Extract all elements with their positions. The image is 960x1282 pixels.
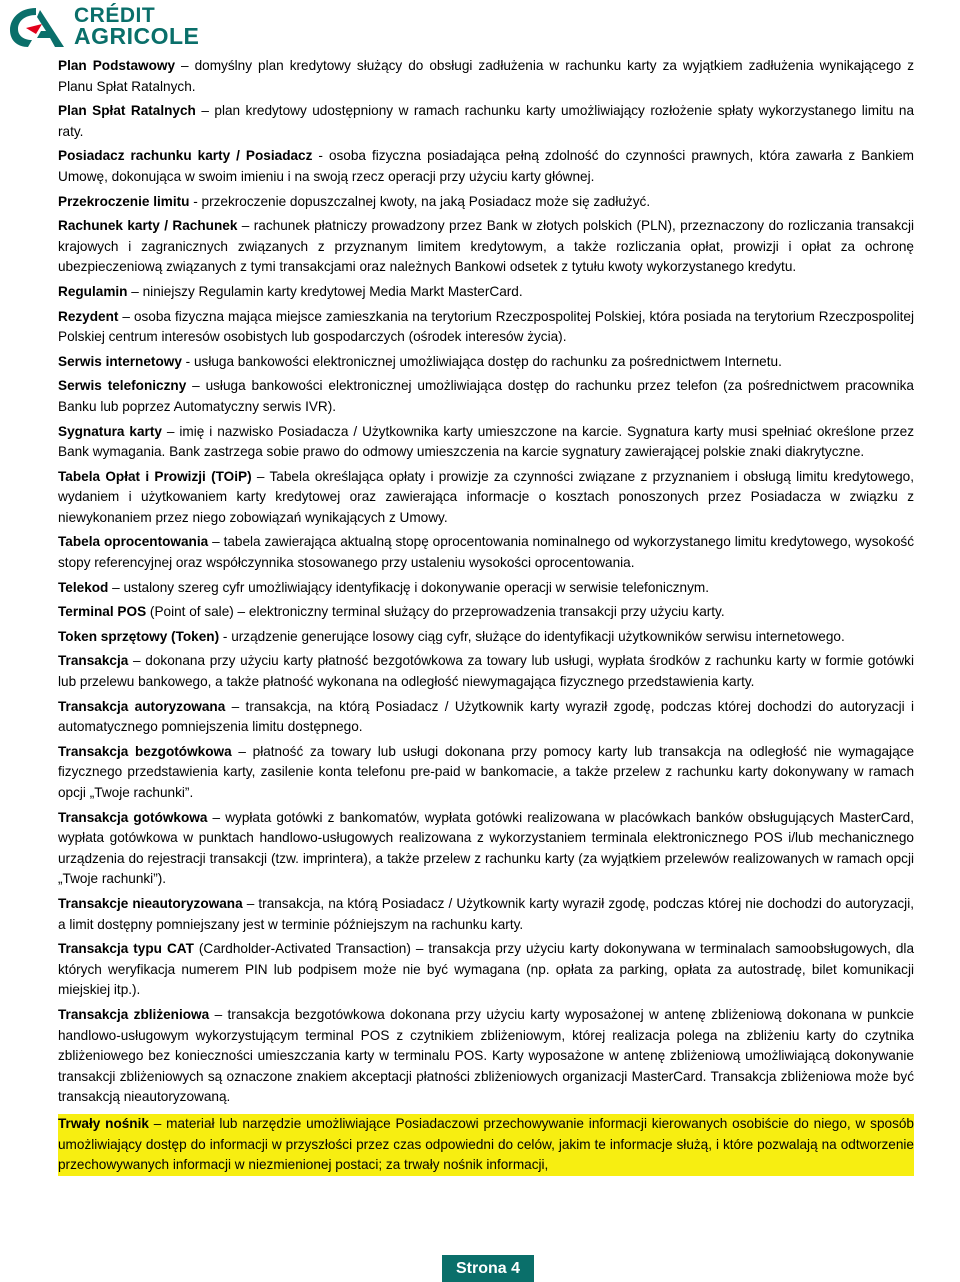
definition-term: Terminal POS <box>58 604 147 620</box>
definition-term: Transakcja autoryzowana <box>58 698 226 714</box>
definition-entry <box>58 422 914 463</box>
definition-text: – domyślny plan kredytowy służący do obsługi zadłużenia w rachunku karty za wyjątkiem zadłużenia wynikającego z Planu Spłat Ratalnych. <box>58 58 914 94</box>
definition-term: Posiadacz rachunku karty / Posiadacz <box>58 148 313 164</box>
definition-text: – plan kredytowy udostępniony w ramach rachunku karty umożliwiający rozłożenie spłaty wykorzystanego limitu na raty. <box>58 103 915 139</box>
definition-term: Transakcja <box>58 653 129 669</box>
definition-text: - usługa bankowości elektronicznej umożliwiająca dostęp do rachunku za pośrednictwem Internetu. <box>181 353 782 369</box>
definition-term: Plan Spłat Ratalnych <box>58 103 196 119</box>
definition-text: (Cardholder-Activated Transaction) – transakcja przy użyciu karty dokonywana w terminalach samoobsługowych, dla których weryfikacja numerem PIN lub podpisem może nie być wymagana (np. opłata za parking, opłata za autostradę, bilet komunikacji miejskiej itp.). <box>58 941 914 998</box>
logo-line-1: CRÉDIT <box>74 4 156 27</box>
definition-entry <box>58 146 914 187</box>
definition-entry <box>58 467 914 529</box>
definition-term: Sygnatura karty <box>58 423 162 439</box>
definition-entry <box>58 101 914 142</box>
definitions-list <box>58 56 914 1180</box>
definition-text: – transakcja, na którą Posiadacz / Użytkownik karty wyraził zgodę, podczas której nie dochodzi do autoryzacji, a limit dostępny pomniejszany jest w terminie późniejszym na rachunku karty. <box>58 895 914 932</box>
definition-text: – Tabela określająca opłaty i prowizje za czynności związane z przyznaniem i obsługą limitu kredytowego, wydaniem i użytkowaniem karty kredytowej oraz zawierająca informacje o kosztach ponoszonych przez Posiadacza w związku z niewykonaniem przez niego zobowiązań wynikających z Umowy. <box>58 468 914 525</box>
definition-term: Transakcja zbliżeniowa <box>58 1006 210 1022</box>
definition-text: – ustalony szereg cyfr umożliwiający identyfikację i dokonywanie operacji w serwisie telefonicznym. <box>108 579 710 595</box>
definition-term: Plan Podstawowy <box>58 58 176 73</box>
definition-term: Transakcje nieautoryzowana <box>58 895 243 911</box>
definition-text: - osoba fizyczna posiadająca pełną zdolność do czynności prawnych, która zawarła z Bankiem Umowę, dokonująca w swoim imieniu i na swoją rzecz operacji przy użyciu karty głównej. <box>58 148 914 184</box>
definition-term: Przekroczenie limitu <box>58 193 190 209</box>
definition-text: – imię i nazwisko Posiadacza / Użytkownika karty umieszczone na karcie. Sygnatura karty musi spełniać określone przez Bank wymagania. Bank zastrzega sobie prawo do odmowy umieszczenia na karcie sygnatury zawierającej polskie znaki diakrytyczne. <box>58 423 915 460</box>
definition-term: Telekod <box>58 579 109 595</box>
definition-entry <box>58 651 914 692</box>
definition-text: – tabela zawierająca aktualną stopę oprocentowania nominalnego od wykorzystanego limitu kredytowego, wysokość stopy referencyjnej oraz współczynnika stosowanego przy ustaleniu wysokości oprocentowania. <box>58 534 914 571</box>
definition-term: Rachunek karty / Rachunek <box>58 218 238 234</box>
definition-text: - przekroczenie dopuszczalnej kwoty, na jaką Posiadacz może się zadłużyć. <box>189 193 651 209</box>
definition-text: – usługa bankowości elektronicznej umożliwiająca dostęp do rachunku przez telefon (za pośrednictwem pracownika Banku lub poprzez Automatyczny serwis IVR). <box>58 378 914 414</box>
definition-entry <box>58 352 914 373</box>
definition-text: – materiał lub narzędzie umożliwiające Posiadaczowi przechowywanie informacji kierowanych osobiście do niego, w sposób umożliwiający dostęp do informacji w przyszłości przez czas odpowiedni do celów, jakim te informacje służą, i które pozwalają na odtworzenie przechowywanych informacji w niezmienionej postaci; za trwały nośnik informacji, <box>58 1115 914 1173</box>
definition-term: Transakcja typu CAT <box>58 941 194 957</box>
definition-entry <box>58 697 914 738</box>
highlighted-definition-entry <box>58 1114 914 1176</box>
definition-text: – transakcja bezgotówkowa dokonana przy użyciu karty wyposażonej w antenę zbliżeniową dokonana w punkcie handlowo-usługowym wykorzystującym terminal POS z czytnikiem zbliżeniowym, której realizacja polega na zbliżeniu karty do czytnika zbliżeniowego bez konieczności umieszczania karty w terminalu POS. Karty wyposażone w antenę zbliżeniową umożliwiającą dokonywanie transakcji zbliżeniowych są oznaczone znakiem akceptacji płatności zbliżeniowych organizacji MasterCard. Transakcja zbliżeniowa może być transakcją nieautoryzowaną. <box>58 1006 914 1105</box>
definition-text: – dokonana przy użyciu karty płatność bezgotówkowa za towary lub usługi, wypłata środków z rachunku karty w formie gotówki lub przelewu bankowego, a także płatność wykonana na odległość niewymagająca fizycznego przedstawienia karty. <box>58 653 914 690</box>
logo-line-2: AGRICOLE <box>74 23 200 49</box>
definition-entry <box>58 602 914 623</box>
page-number-badge: Strona 4 <box>442 1255 534 1282</box>
definition-text: (Point of sale) – elektroniczny terminal służący do przeprowadzenia transakcji przy użyciu karty. <box>146 604 725 620</box>
definition-entry <box>58 216 914 278</box>
definition-term: Regulamin <box>58 283 128 299</box>
definition-term: Trwały nośnik <box>58 1115 149 1131</box>
definition-entry <box>58 56 914 97</box>
definition-term: Transakcja bezgotówkowa <box>58 743 232 759</box>
definition-entry <box>58 376 914 417</box>
definition-text: – osoba fizyczna mająca miejsce zamieszkania na terytorium Rzeczpospolitej Polskiej, która posiada na terytorium Rzeczpospolitej Polskiej centrum interesów osobistych lub gospodarczych (ośrodek interesów życia). <box>58 308 914 345</box>
definition-entry <box>58 808 914 890</box>
definition-term: Transakcja gotówkowa <box>58 809 208 825</box>
definition-term: Serwis internetowy <box>58 353 182 369</box>
definition-entry <box>58 532 914 573</box>
definition-term: Tabela oprocentowania <box>58 534 209 550</box>
logo-wordmark <box>74 4 200 49</box>
definition-entry <box>58 627 914 648</box>
definition-entry <box>58 894 914 935</box>
definition-text: – rachunek płatniczy prowadzony przez Bank w złotych polskich (PLN), przeznaczony do rozliczania transakcji krajowych i zagranicznych związanych z przyznanym limitem kredytowym, a także rozliczania opłat, prowizji i opłat za ochronę ubezpieczeniową związanych z tymi transakcjami oraz należnych Bankowi odsetek z tytułu kwoty wykorzystanego kredytu. <box>58 218 914 275</box>
definition-entry <box>58 307 914 348</box>
definition-entry <box>58 578 914 599</box>
definition-text: – transakcja, na którą Posiadacz / Użytkownik karty wyraził zgodę, podczas której dochodzi do autoryzacji i automatycznego pomniejszenia limitu dostępnego. <box>58 698 914 735</box>
definition-term: Tabela Opłat i Prowizji (TOiP) <box>58 468 252 484</box>
definition-term: Token sprzętowy (Token) <box>58 628 220 644</box>
credit-agricole-emblem-icon <box>6 4 68 50</box>
definition-term: Serwis telefoniczny <box>58 378 187 394</box>
definition-text: – płatność za towary lub usługi dokonana przy pomocy karty lub transakcja na odległość nie wymagające fizycznego przedstawienia karty, zasilenie konta telefonu pre-paid w bankomacie, a także przelew z rachunku karty dokonywany w ramach opcji „Twoje rachunki”. <box>58 743 914 800</box>
definition-text: – wypłata gotówki z bankomatów, wypłata gotówki realizowana w placówkach banków obsługujących MasterCard, wypłata gotówkowa w punktach handlowo-usługowych realizowana z wykorzystaniem terminala elektronicznego POS i/lub mechanicznego urządzenia do rejestracji transakcji (tzw. imprintera), a także przelew z rachunku karty (za wyjątkiem przelewów realizowanych w ramach opcji „Twoje rachunki”). <box>58 809 914 887</box>
definition-entry <box>58 939 914 1001</box>
definition-entry <box>58 192 914 213</box>
definition-entry <box>58 1005 914 1108</box>
definition-entry <box>58 282 914 303</box>
definition-term: Rezydent <box>58 308 119 324</box>
credit-agricole-logo <box>6 4 216 50</box>
definition-entry <box>58 742 914 804</box>
definition-text: - urządzenie generujące losowy ciąg cyfr, służące do identyfikacji użytkowników serwisu internetowego. <box>219 628 845 644</box>
definition-text: – niniejszy Regulamin karty kredytowej Media Markt MasterCard. <box>127 283 523 299</box>
